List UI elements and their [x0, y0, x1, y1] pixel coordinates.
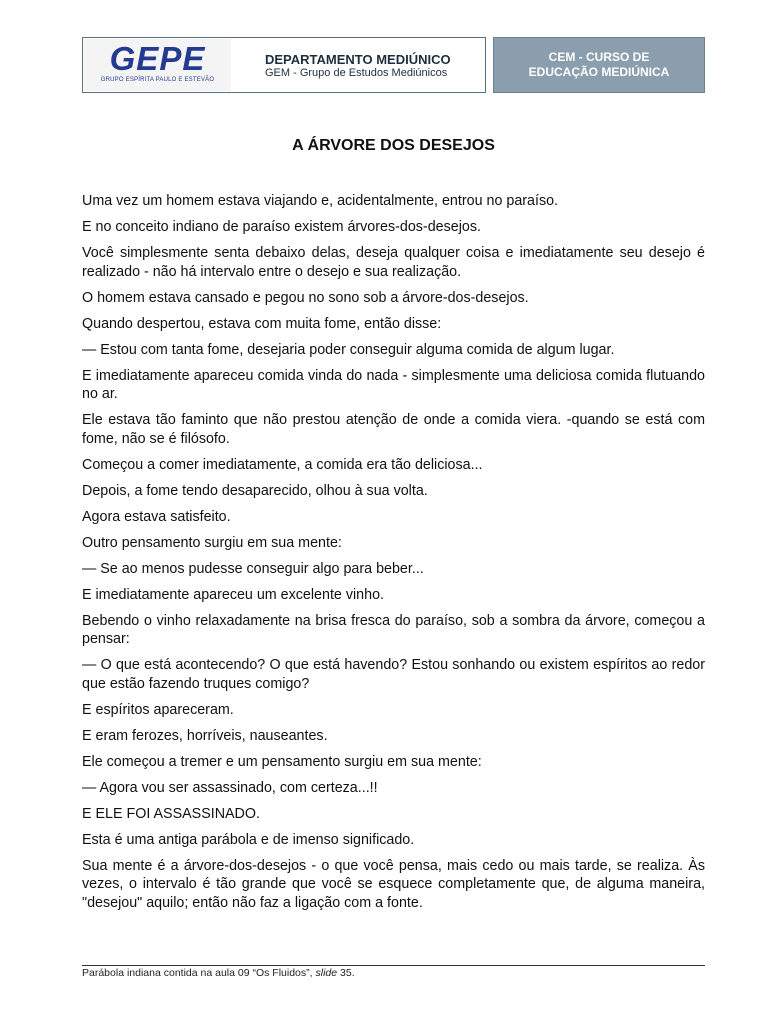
body-paragraph: Esta é uma antiga parábola e de imenso significado.: [82, 831, 415, 848]
body-paragraph: — Agora vou ser assassinado, com certeza...!!: [82, 779, 378, 796]
body-paragraph: Ele começou a tremer e um pensamento surgiu em sua mente:: [82, 753, 482, 770]
body-paragraph: — O que está acontecendo? O que está havendo? Estou sonhando ou existem espíritos ao redor que estão fazendo truques comigo?: [82, 657, 705, 692]
header-course-box: [493, 37, 705, 93]
body-paragraph: E imediatamente apareceu comida vinda do nada - simplesmente uma deliciosa comida flutuando no ar.: [82, 367, 705, 403]
body-paragraph: E ELE FOI ASSASSINADO.: [82, 805, 260, 822]
page-header: [82, 37, 705, 93]
body-paragraph: Bebendo o vinho relaxadamente na brisa fresca do paraíso, sob a sombra da árvore, começou a pensar:: [82, 612, 705, 648]
body-paragraph: — Se ao menos pudesse conseguir algo para beber...: [82, 560, 424, 577]
footnote-prefix: Parábola indiana contida na aula 09 “Os Fluidos”,: [82, 967, 316, 979]
footnote: [82, 967, 355, 979]
footnote-italic: slide: [315, 967, 338, 979]
body-paragraph: Ele estava tão faminto que não prestou atenção de onde a comida viera. -quando se está com fome, não se é filósofo.: [82, 412, 705, 447]
logo-subtitle: GRUPO ESPÍRITA PAULO E ESTEVÃO: [100, 77, 215, 83]
gepe-logo: [84, 39, 231, 91]
department-title: DEPARTAMENTO MEDIÚNICO: [265, 52, 451, 67]
document-title: A ÁRVORE DOS DESEJOS: [292, 137, 495, 154]
body-paragraph: E eram ferozes, horríveis, nauseantes.: [82, 727, 328, 744]
body-paragraph: Começou a comer imediatamente, a comida era tão deliciosa...: [82, 456, 483, 473]
logo-text: GEPE: [109, 40, 206, 77]
footnote-suffix: 35.: [337, 967, 355, 979]
header-department-box: [82, 37, 486, 93]
body-paragraph: Sua mente é a árvore-dos-desejos - o que você pensa, mais cedo ou mais tarde, se realiza. Às vezes, o intervalo é tão grande que você se esquece completamente que, de alguma maneira, "desejou" aquilo; então não faz a ligação com a fonte.: [82, 857, 705, 911]
body-paragraph: Quando despertou, estava com muita fome, então disse:: [82, 315, 442, 332]
body-paragraph: E no conceito indiano de paraíso existem árvores-dos-desejos.: [82, 218, 481, 235]
body-paragraph: Você simplesmente senta debaixo delas, deseja qualquer coisa e imediatamente seu desejo é realizado - não há intervalo entre o desejo e sua realização.: [82, 244, 705, 280]
body-paragraph: Outro pensamento surgiu em sua mente:: [82, 534, 342, 551]
body-paragraph: E espíritos apareceram.: [82, 701, 234, 718]
footnote-divider: [82, 965, 705, 966]
body-paragraph: O homem estava cansado e pegou no sono sob a árvore-dos-desejos.: [82, 289, 529, 306]
body-paragraph: — Estou com tanta fome, desejaria poder conseguir alguma comida de algum lugar.: [82, 341, 615, 358]
body-paragraph: Uma vez um homem estava viajando e, acidentalmente, entrou no paraíso.: [82, 193, 559, 209]
department-subtitle: GEM - Grupo de Estudos Mediúnicos: [265, 67, 448, 79]
document-body: [82, 192, 705, 920]
course-line-1: CEM - CURSO DE: [548, 50, 650, 64]
body-paragraph: Depois, a fome tendo desaparecido, olhou à sua volta.: [82, 482, 428, 499]
course-line-2: EDUCAÇÃO MEDIÚNICA: [528, 65, 670, 79]
body-paragraph: Agora estava satisfeito.: [82, 508, 231, 525]
department-block: [265, 52, 451, 80]
body-paragraph: E imediatamente apareceu um excelente vinho.: [82, 586, 385, 603]
